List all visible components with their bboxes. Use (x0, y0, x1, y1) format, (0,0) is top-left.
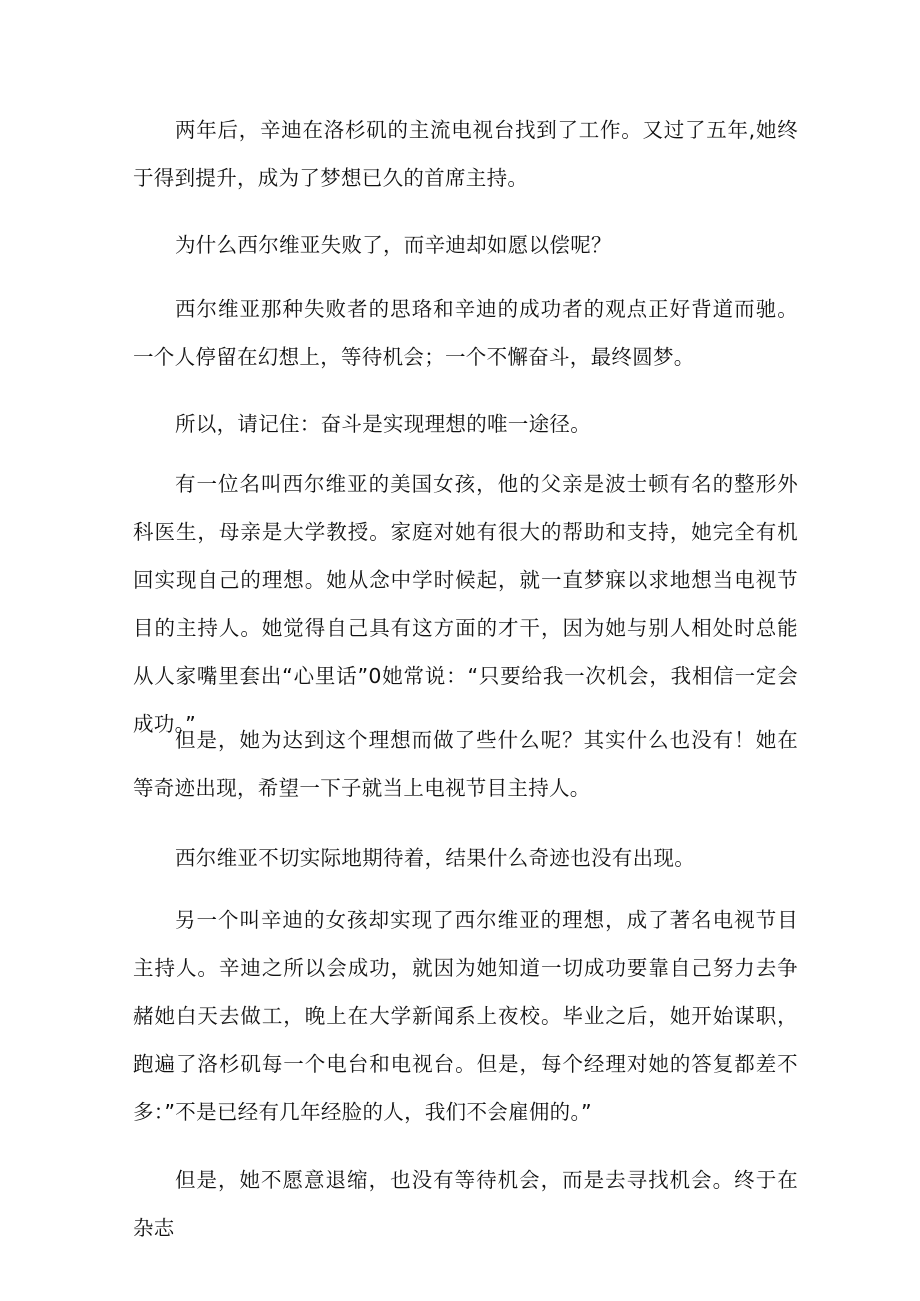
paragraph-9: 但是，她不愿意退缩，也没有等待机会，而是去寻找机会。终于在杂志 (133, 1168, 798, 1240)
paragraph-8: 另一个叫辛迪的女孩却实现了西尔维亚的理想，成了著名电视节目主持人。辛迪之所以会成功，就因为她知道一切成功要靠自己努力去争赭她白天去做工，晚上在大学新闻系上夜校。毕业之后，她开始谋职，跑遍了洛杉矶每一个电台和电视台。但是，每个经理对她的答复都差不多：”不是已经有几年经脸的人，我们不会雇佣的。” (133, 908, 798, 1124)
paragraph-5: 有一位名叫西尔维亚的美国女孩，他的父亲是波士顿有名的整形外科医生，母亲是大学教授。家庭对她有很大的帮助和支持，她完全有机回实现自己的理想。她从念中学时候起，就一直梦寐以求地想当电视节目的主持人。她觉得自己具有这方面的才干，因为她与别人相处时总能从人家嘴里套出“心里话”0她常说：“只要给我一次机会，我相信一定会成功。” (133, 472, 798, 736)
paragraph-1: 两年后，辛迪在洛杉矶的主流电视台找到了工作。又过了五年,她终于得到提升，成为了梦想已久的首席主持。 (133, 118, 798, 190)
paragraph-6: 但是，她为达到这个理想而做了些什么呢？其实什么也没有！她在等奇迹出现，希望一下子就当上电视节目主持人。 (133, 728, 798, 800)
paragraph-7: 西尔维亚不切实际地期待着，结果什么奇迹也没有出现。 (175, 846, 695, 870)
paragraph-4: 所以，请记住：奋斗是实现理想的唯一途径。 (175, 412, 591, 436)
paragraph-2: 为什么西尔维亚失败了，而辛迪却如愿以偿呢？ (175, 233, 612, 257)
paragraph-3: 西尔维亚那种失败者的思珞和辛迪的成功者的观点正好背道而驰。一个人停留在幻想上，等待机会；一个不懈奋斗，最终圆梦。 (133, 297, 798, 369)
